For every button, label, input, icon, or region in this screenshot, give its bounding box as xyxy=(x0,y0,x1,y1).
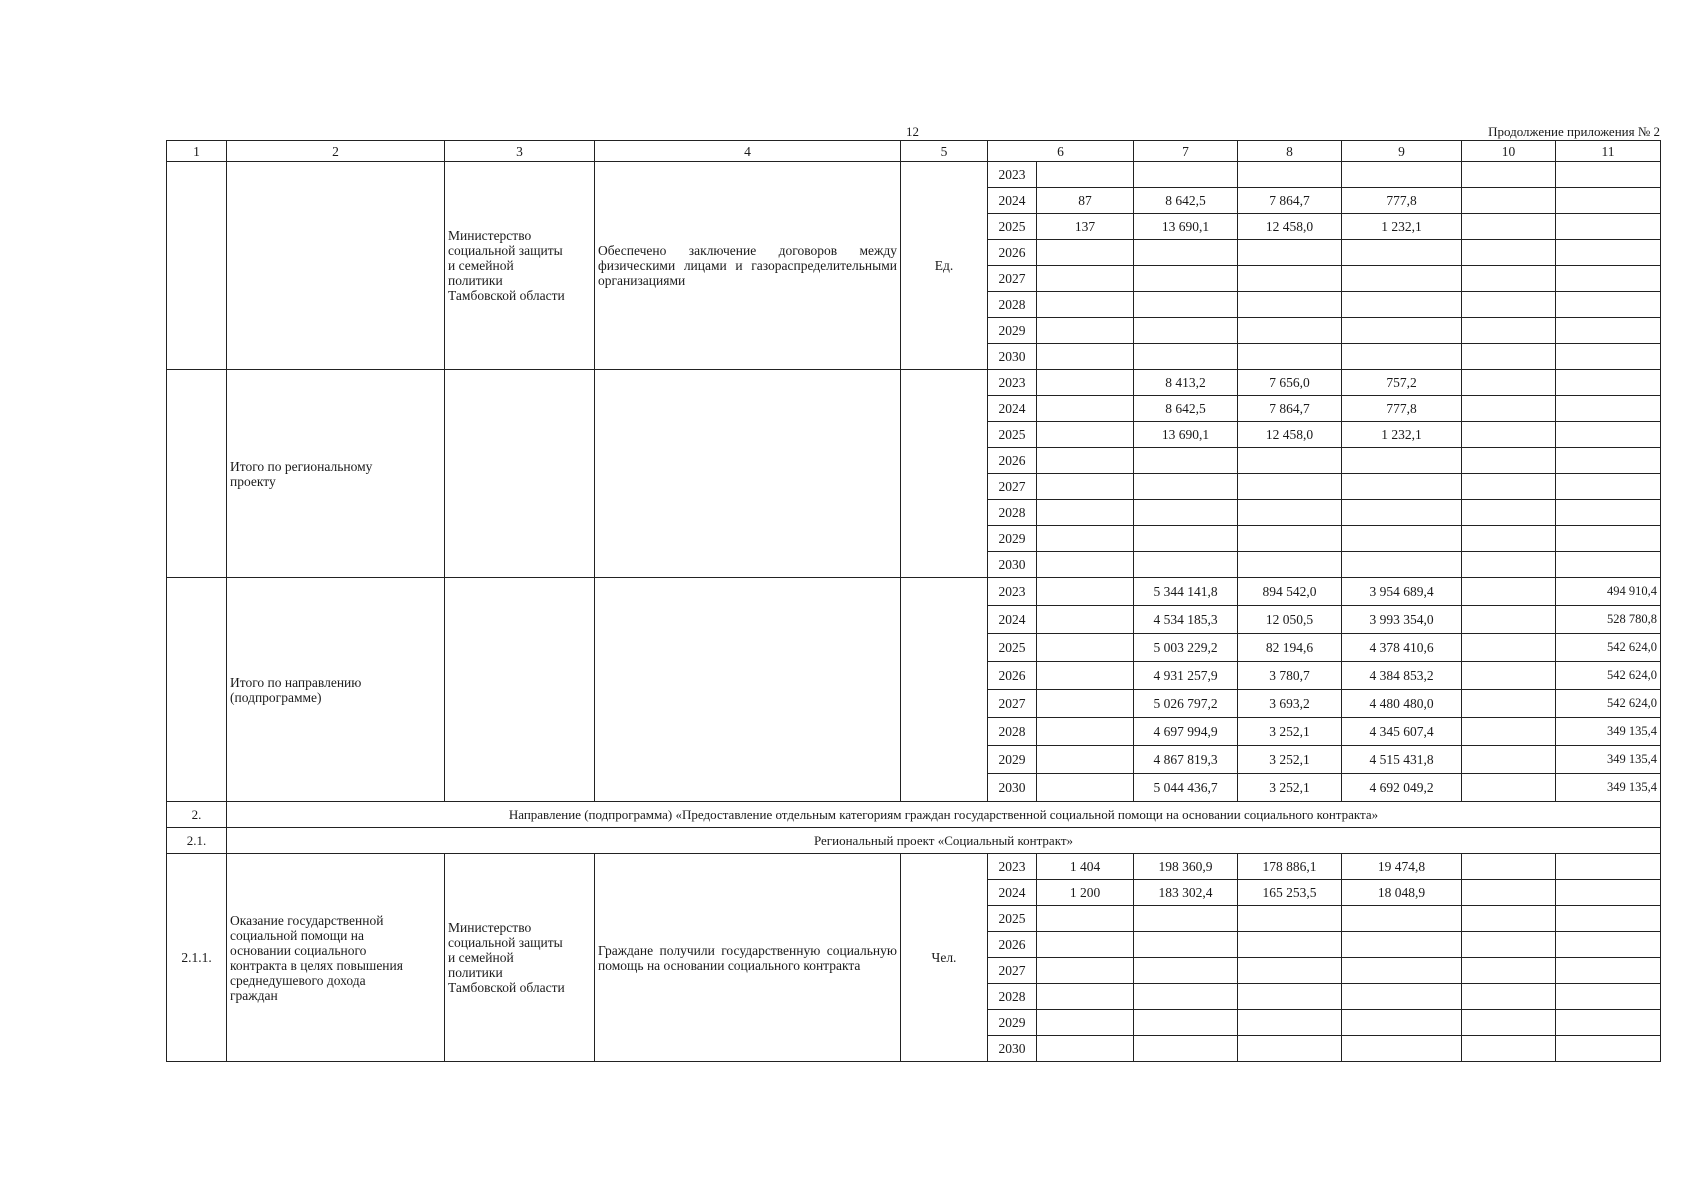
value-cell xyxy=(1238,552,1342,578)
value-cell: 4 345 607,4 xyxy=(1342,718,1462,746)
value-cell xyxy=(1037,718,1134,746)
responsible-cell xyxy=(445,370,595,578)
value-cell xyxy=(1462,578,1556,606)
value-cell xyxy=(1342,162,1462,188)
value-cell xyxy=(1462,370,1556,396)
value-cell xyxy=(1134,906,1238,932)
value-cell xyxy=(1134,162,1238,188)
result-cell: Граждане получили государственную социальную помощь на основании социального контракта xyxy=(595,854,901,1062)
value-cell xyxy=(1556,214,1661,240)
table-row xyxy=(167,578,1661,606)
year-cell: 2025 xyxy=(988,634,1037,662)
value-cell: 12 458,0 xyxy=(1238,422,1342,448)
value-cell: 13 690,1 xyxy=(1134,214,1238,240)
value-cell xyxy=(1134,318,1238,344)
value-cell: 542 624,0 xyxy=(1556,690,1661,718)
value-cell xyxy=(1462,690,1556,718)
year-cell: 2023 xyxy=(988,162,1037,188)
value-cell xyxy=(1556,162,1661,188)
value-cell xyxy=(1462,266,1556,292)
value-cell: 7 864,7 xyxy=(1238,396,1342,422)
row-number-cell: 2.1.1. xyxy=(167,854,227,1062)
value-cell: 4 534 185,3 xyxy=(1134,606,1238,634)
year-cell: 2029 xyxy=(988,318,1037,344)
value-cell: 12 458,0 xyxy=(1238,214,1342,240)
direction-number: 2. xyxy=(167,802,227,828)
value-cell xyxy=(1238,1036,1342,1062)
value-cell xyxy=(1556,932,1661,958)
activity-name-cell xyxy=(227,162,445,370)
value-cell xyxy=(1342,1036,1462,1062)
year-cell: 2023 xyxy=(988,854,1037,880)
year-cell: 2026 xyxy=(988,932,1037,958)
value-cell: 1 404 xyxy=(1037,854,1134,880)
value-cell xyxy=(1556,500,1661,526)
value-cell xyxy=(1238,344,1342,370)
value-cell xyxy=(1556,240,1661,266)
value-cell xyxy=(1342,958,1462,984)
unit-cell xyxy=(901,578,988,802)
value-cell: 5 044 436,7 xyxy=(1134,774,1238,802)
budget-table xyxy=(166,140,1661,1062)
value-cell: 3 252,1 xyxy=(1238,774,1342,802)
value-cell xyxy=(1134,1036,1238,1062)
column-header: 8 xyxy=(1238,141,1342,162)
value-cell xyxy=(1342,552,1462,578)
value-cell xyxy=(1462,662,1556,690)
year-cell: 2030 xyxy=(988,774,1037,802)
year-cell: 2024 xyxy=(988,188,1037,214)
value-cell xyxy=(1556,344,1661,370)
value-cell xyxy=(1134,526,1238,552)
value-cell: 4 867 819,3 xyxy=(1134,746,1238,774)
value-cell: 8 413,2 xyxy=(1134,370,1238,396)
value-cell xyxy=(1556,526,1661,552)
value-cell xyxy=(1037,1010,1134,1036)
table-row xyxy=(167,854,1661,880)
value-cell xyxy=(1238,448,1342,474)
year-cell: 2024 xyxy=(988,396,1037,422)
direction-row xyxy=(167,802,1661,828)
column-header: 5 xyxy=(901,141,988,162)
value-cell xyxy=(1462,774,1556,802)
value-cell xyxy=(1556,854,1661,880)
value-cell xyxy=(1556,984,1661,1010)
value-cell xyxy=(1556,266,1661,292)
value-cell: 18 048,9 xyxy=(1342,880,1462,906)
year-cell: 2024 xyxy=(988,880,1037,906)
value-cell xyxy=(1462,500,1556,526)
activity-name-cell: Оказание государственной социальной помощи на основании социального контракта в целях повышения среднедушевого дохода граждан xyxy=(227,854,445,1062)
project-row xyxy=(167,828,1661,854)
value-cell xyxy=(1556,396,1661,422)
value-cell xyxy=(1342,292,1462,318)
value-cell xyxy=(1238,500,1342,526)
value-cell: 4 515 431,8 xyxy=(1342,746,1462,774)
value-cell: 12 050,5 xyxy=(1238,606,1342,634)
value-cell xyxy=(1134,1010,1238,1036)
value-cell xyxy=(1556,422,1661,448)
value-cell xyxy=(1134,552,1238,578)
value-cell: 4 384 853,2 xyxy=(1342,662,1462,690)
value-cell: 3 993 354,0 xyxy=(1342,606,1462,634)
value-cell xyxy=(1134,266,1238,292)
value-cell xyxy=(1342,526,1462,552)
value-cell xyxy=(1462,718,1556,746)
value-cell: 165 253,5 xyxy=(1238,880,1342,906)
value-cell xyxy=(1037,474,1134,500)
value-cell: 5 003 229,2 xyxy=(1134,634,1238,662)
value-cell xyxy=(1037,634,1134,662)
value-cell xyxy=(1238,162,1342,188)
value-cell xyxy=(1462,606,1556,634)
value-cell xyxy=(1462,854,1556,880)
value-cell: 349 135,4 xyxy=(1556,774,1661,802)
page-number: 12 xyxy=(906,124,919,139)
value-cell xyxy=(1556,552,1661,578)
value-cell xyxy=(1134,984,1238,1010)
year-cell: 2030 xyxy=(988,1036,1037,1062)
value-cell: 349 135,4 xyxy=(1556,718,1661,746)
project-number: 2.1. xyxy=(167,828,227,854)
value-cell xyxy=(1462,344,1556,370)
value-cell xyxy=(1556,292,1661,318)
value-cell: 3 954 689,4 xyxy=(1342,578,1462,606)
value-cell: 137 xyxy=(1037,214,1134,240)
value-cell: 528 780,8 xyxy=(1556,606,1661,634)
value-cell xyxy=(1556,370,1661,396)
row-number-cell xyxy=(167,578,227,802)
value-cell xyxy=(1037,526,1134,552)
value-cell xyxy=(1037,292,1134,318)
value-cell xyxy=(1037,690,1134,718)
value-cell xyxy=(1462,552,1556,578)
value-cell: 7 864,7 xyxy=(1238,188,1342,214)
year-cell: 2026 xyxy=(988,448,1037,474)
value-cell: 4 931 257,9 xyxy=(1134,662,1238,690)
value-cell xyxy=(1462,396,1556,422)
unit-cell: Ед. xyxy=(901,162,988,370)
column-header: 4 xyxy=(595,141,901,162)
value-cell: 87 xyxy=(1037,188,1134,214)
value-cell: 757,2 xyxy=(1342,370,1462,396)
value-cell xyxy=(1462,188,1556,214)
value-cell: 198 360,9 xyxy=(1134,854,1238,880)
column-header: 1 xyxy=(167,141,227,162)
value-cell xyxy=(1462,240,1556,266)
column-header: 3 xyxy=(445,141,595,162)
value-cell xyxy=(1037,370,1134,396)
value-cell xyxy=(1462,474,1556,500)
value-cell: 894 542,0 xyxy=(1238,578,1342,606)
column-header: 7 xyxy=(1134,141,1238,162)
year-cell: 2024 xyxy=(988,606,1037,634)
year-cell: 2027 xyxy=(988,958,1037,984)
value-cell xyxy=(1134,474,1238,500)
value-cell xyxy=(1037,662,1134,690)
value-cell xyxy=(1037,1036,1134,1062)
value-cell xyxy=(1037,932,1134,958)
value-cell: 178 886,1 xyxy=(1238,854,1342,880)
value-cell xyxy=(1342,266,1462,292)
value-cell xyxy=(1556,474,1661,500)
value-cell xyxy=(1342,984,1462,1010)
value-cell xyxy=(1238,958,1342,984)
table-row xyxy=(167,162,1661,188)
responsible-cell: Министерство социальной защиты и семейной политики Тамбовской области xyxy=(445,854,595,1062)
column-number-row xyxy=(167,141,1661,162)
value-cell xyxy=(1462,634,1556,662)
year-cell: 2023 xyxy=(988,578,1037,606)
result-cell xyxy=(595,578,901,802)
year-cell: 2025 xyxy=(988,422,1037,448)
value-cell xyxy=(1462,984,1556,1010)
row-number-cell xyxy=(167,162,227,370)
result-cell: Обеспечено заключение договоров между физическими лицами и газораспределительными организациями xyxy=(595,162,901,370)
value-cell xyxy=(1238,266,1342,292)
value-cell xyxy=(1037,344,1134,370)
value-cell: 542 624,0 xyxy=(1556,662,1661,690)
value-cell xyxy=(1342,344,1462,370)
value-cell xyxy=(1238,474,1342,500)
value-cell xyxy=(1556,318,1661,344)
value-cell xyxy=(1238,1010,1342,1036)
year-cell: 2026 xyxy=(988,662,1037,690)
year-cell: 2028 xyxy=(988,500,1037,526)
value-cell: 4 480 480,0 xyxy=(1342,690,1462,718)
value-cell xyxy=(1462,292,1556,318)
value-cell xyxy=(1462,746,1556,774)
project-title: Региональный проект «Социальный контракт» xyxy=(227,828,1661,854)
year-cell: 2028 xyxy=(988,718,1037,746)
column-header: 2 xyxy=(227,141,445,162)
value-cell xyxy=(1342,906,1462,932)
column-header: 11 xyxy=(1556,141,1661,162)
value-cell xyxy=(1037,500,1134,526)
value-cell xyxy=(1462,422,1556,448)
year-cell: 2028 xyxy=(988,292,1037,318)
responsible-cell: Министерство социальной защиты и семейной политики Тамбовской области xyxy=(445,162,595,370)
value-cell: 19 474,8 xyxy=(1342,854,1462,880)
value-cell xyxy=(1037,318,1134,344)
value-cell xyxy=(1342,240,1462,266)
value-cell xyxy=(1462,958,1556,984)
value-cell xyxy=(1134,958,1238,984)
value-cell: 82 194,6 xyxy=(1238,634,1342,662)
value-cell: 13 690,1 xyxy=(1134,422,1238,448)
value-cell xyxy=(1037,578,1134,606)
year-cell: 2028 xyxy=(988,984,1037,1010)
year-cell: 2029 xyxy=(988,1010,1037,1036)
year-cell: 2030 xyxy=(988,344,1037,370)
value-cell: 183 302,4 xyxy=(1134,880,1238,906)
value-cell: 349 135,4 xyxy=(1556,746,1661,774)
year-cell: 2025 xyxy=(988,214,1037,240)
value-cell: 542 624,0 xyxy=(1556,634,1661,662)
value-cell xyxy=(1556,958,1661,984)
value-cell xyxy=(1556,448,1661,474)
value-cell xyxy=(1037,266,1134,292)
appendix-continuation-note: Продолжение приложения № 2 xyxy=(1488,124,1660,139)
value-cell xyxy=(1342,474,1462,500)
year-cell: 2027 xyxy=(988,266,1037,292)
value-cell xyxy=(1462,448,1556,474)
value-cell xyxy=(1556,1036,1661,1062)
value-cell xyxy=(1037,774,1134,802)
value-cell: 1 232,1 xyxy=(1342,422,1462,448)
value-cell xyxy=(1556,188,1661,214)
column-header: 6 xyxy=(988,141,1134,162)
value-cell: 494 910,4 xyxy=(1556,578,1661,606)
value-cell xyxy=(1238,240,1342,266)
value-cell xyxy=(1037,906,1134,932)
value-cell: 4 378 410,6 xyxy=(1342,634,1462,662)
year-cell: 2030 xyxy=(988,552,1037,578)
value-cell xyxy=(1134,932,1238,958)
value-cell: 8 642,5 xyxy=(1134,396,1238,422)
value-cell xyxy=(1134,500,1238,526)
responsible-cell xyxy=(445,578,595,802)
value-cell: 777,8 xyxy=(1342,396,1462,422)
value-cell xyxy=(1037,958,1134,984)
year-cell: 2023 xyxy=(988,370,1037,396)
value-cell xyxy=(1037,240,1134,266)
value-cell: 7 656,0 xyxy=(1238,370,1342,396)
value-cell xyxy=(1462,1036,1556,1062)
value-cell xyxy=(1556,906,1661,932)
value-cell xyxy=(1342,500,1462,526)
value-cell xyxy=(1134,448,1238,474)
value-cell xyxy=(1556,1010,1661,1036)
value-cell xyxy=(1134,240,1238,266)
value-cell xyxy=(1556,880,1661,906)
value-cell xyxy=(1238,318,1342,344)
year-cell: 2029 xyxy=(988,746,1037,774)
year-cell: 2027 xyxy=(988,690,1037,718)
value-cell xyxy=(1037,422,1134,448)
column-header: 9 xyxy=(1342,141,1462,162)
value-cell xyxy=(1342,448,1462,474)
year-cell: 2025 xyxy=(988,906,1037,932)
value-cell: 3 252,1 xyxy=(1238,718,1342,746)
value-cell xyxy=(1238,526,1342,552)
value-cell xyxy=(1462,906,1556,932)
year-cell: 2027 xyxy=(988,474,1037,500)
value-cell xyxy=(1037,396,1134,422)
value-cell xyxy=(1462,880,1556,906)
value-cell xyxy=(1462,318,1556,344)
value-cell xyxy=(1037,162,1134,188)
value-cell xyxy=(1037,448,1134,474)
value-cell xyxy=(1037,552,1134,578)
value-cell xyxy=(1238,292,1342,318)
activity-name-cell: Итого по региональному проекту xyxy=(227,370,445,578)
unit-cell: Чел. xyxy=(901,854,988,1062)
value-cell xyxy=(1037,746,1134,774)
value-cell: 4 697 994,9 xyxy=(1134,718,1238,746)
value-cell: 777,8 xyxy=(1342,188,1462,214)
value-cell: 3 252,1 xyxy=(1238,746,1342,774)
value-cell xyxy=(1462,526,1556,552)
value-cell: 1 232,1 xyxy=(1342,214,1462,240)
value-cell xyxy=(1342,932,1462,958)
value-cell: 3 693,2 xyxy=(1238,690,1342,718)
year-cell: 2026 xyxy=(988,240,1037,266)
unit-cell xyxy=(901,370,988,578)
value-cell: 1 200 xyxy=(1037,880,1134,906)
value-cell: 5 344 141,8 xyxy=(1134,578,1238,606)
value-cell xyxy=(1134,292,1238,318)
row-number-cell xyxy=(167,370,227,578)
value-cell xyxy=(1342,318,1462,344)
value-cell xyxy=(1037,606,1134,634)
value-cell: 8 642,5 xyxy=(1134,188,1238,214)
column-header: 10 xyxy=(1462,141,1556,162)
value-cell xyxy=(1037,984,1134,1010)
result-cell xyxy=(595,370,901,578)
activity-name-cell: Итого по направлению (подпрограмме) xyxy=(227,578,445,802)
direction-title: Направление (подпрограмма) «Предоставление отдельным категориям граждан государственной социальной помощи на основании социального контракта» xyxy=(227,802,1661,828)
value-cell xyxy=(1462,162,1556,188)
value-cell: 4 692 049,2 xyxy=(1342,774,1462,802)
value-cell: 5 026 797,2 xyxy=(1134,690,1238,718)
value-cell xyxy=(1462,214,1556,240)
value-cell xyxy=(1238,932,1342,958)
value-cell xyxy=(1238,984,1342,1010)
value-cell xyxy=(1238,906,1342,932)
value-cell xyxy=(1134,344,1238,370)
year-cell: 2029 xyxy=(988,526,1037,552)
value-cell xyxy=(1462,1010,1556,1036)
value-cell xyxy=(1342,1010,1462,1036)
table-row xyxy=(167,370,1661,396)
value-cell: 3 780,7 xyxy=(1238,662,1342,690)
value-cell xyxy=(1462,932,1556,958)
